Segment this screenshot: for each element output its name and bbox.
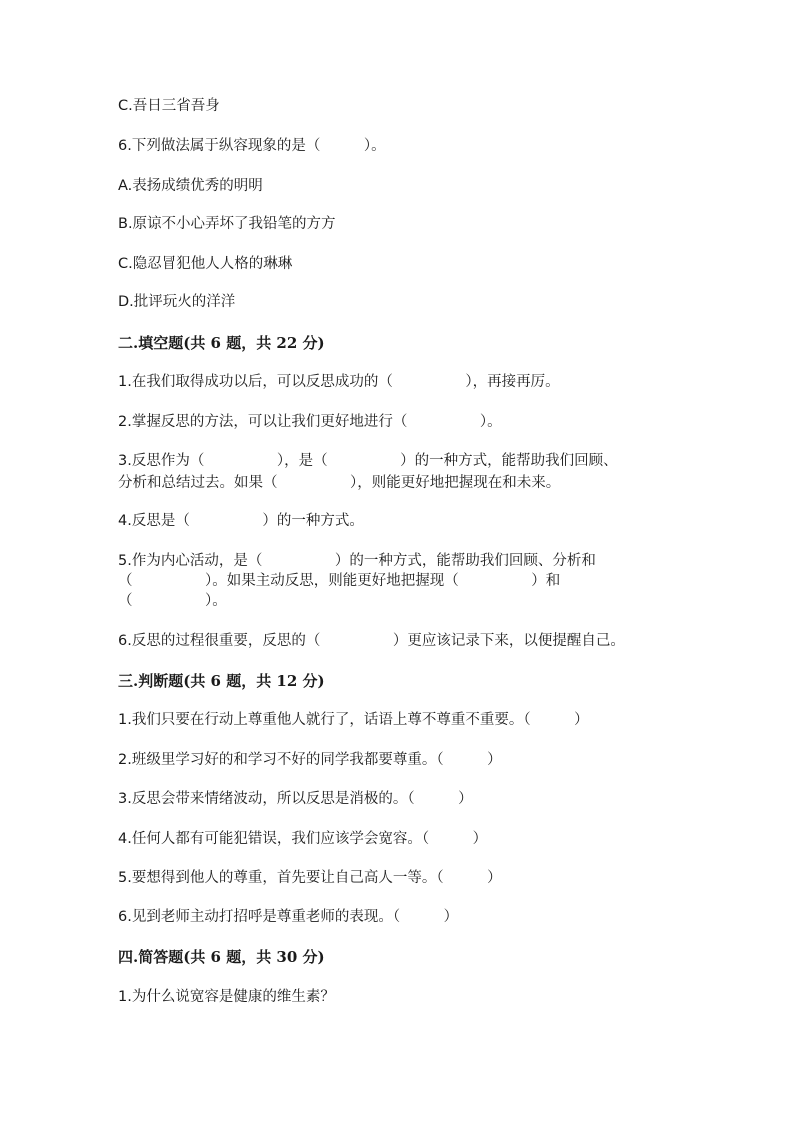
true-false-question-1: 1.我们只要在行动上尊重他人就行了，话语上尊不尊重不重要。（ ） (118, 712, 589, 728)
fill-in-question-6: 6.反思的过程很重要，反思的（ ）更应该记录下来，以便提醒自己。 (118, 633, 625, 649)
fill-in-question-5-line-1: 5.作为内心活动，是（ ）的一种方式，能帮助我们回顾、分析和 (118, 553, 596, 569)
question-6-option-b: B.原谅不小心弄坏了我铅笔的方方 (118, 216, 336, 232)
true-false-question-2: 2.班级里学习好的和学习不好的同学我都要尊重。（ ） (118, 752, 502, 768)
option-c-prev-question: C.吾日三省吾身 (118, 98, 220, 114)
true-false-question-4: 4.任何人都有可能犯错误，我们应该学会宽容。（ ） (118, 831, 488, 847)
question-6-stem: 6.下列做法属于纵容现象的是（ ）。 (118, 138, 386, 154)
fill-in-question-5-line-2: （ ）。如果主动反思，则能更好地把握现（ ）和 (118, 573, 561, 589)
true-false-question-3: 3.反思会带来情绪波动，所以反思是消极的。（ ） (118, 791, 473, 807)
true-false-question-5: 5.要想得到他人的尊重，首先要让自己高人一等。（ ） (118, 870, 502, 886)
fill-in-question-5-line-3: （ ）。 (118, 593, 227, 609)
question-6-option-d: D.批评玩火的洋洋 (118, 294, 236, 310)
fill-in-question-2: 2.掌握反思的方法，可以让我们更好地进行（ ）。 (118, 414, 502, 430)
fill-in-question-3-line-1: 3.反思作为（ ），是（ ）的一种方式，能帮助我们回顾、 (118, 453, 618, 469)
section-heading-fill-in: 二.填空题(共 6 题，共 22 分) (118, 334, 325, 352)
fill-in-question-3-line-2: 分析和总结过去。如果（ ），则能更好地把握现在和未来。 (118, 475, 561, 491)
fill-in-question-4: 4.反思是（ ）的一种方式。 (118, 513, 364, 529)
fill-in-question-1: 1.在我们取得成功以后，可以反思成功的（ ），再接再厉。 (118, 374, 560, 390)
section-heading-short-answer: 四.简答题(共 6 题，共 30 分) (118, 948, 325, 966)
question-6-option-a: A.表扬成绩优秀的明明 (118, 178, 263, 194)
question-6-option-c: C.隐忍冒犯他人人格的琳琳 (118, 256, 293, 272)
short-answer-question-1: 1.为什么说宽容是健康的维生素？ (118, 989, 335, 1005)
true-false-question-6: 6.见到老师主动打招呼是尊重老师的表现。（ ） (118, 909, 459, 925)
section-heading-true-false: 三.判断题(共 6 题，共 12 分) (118, 672, 325, 690)
